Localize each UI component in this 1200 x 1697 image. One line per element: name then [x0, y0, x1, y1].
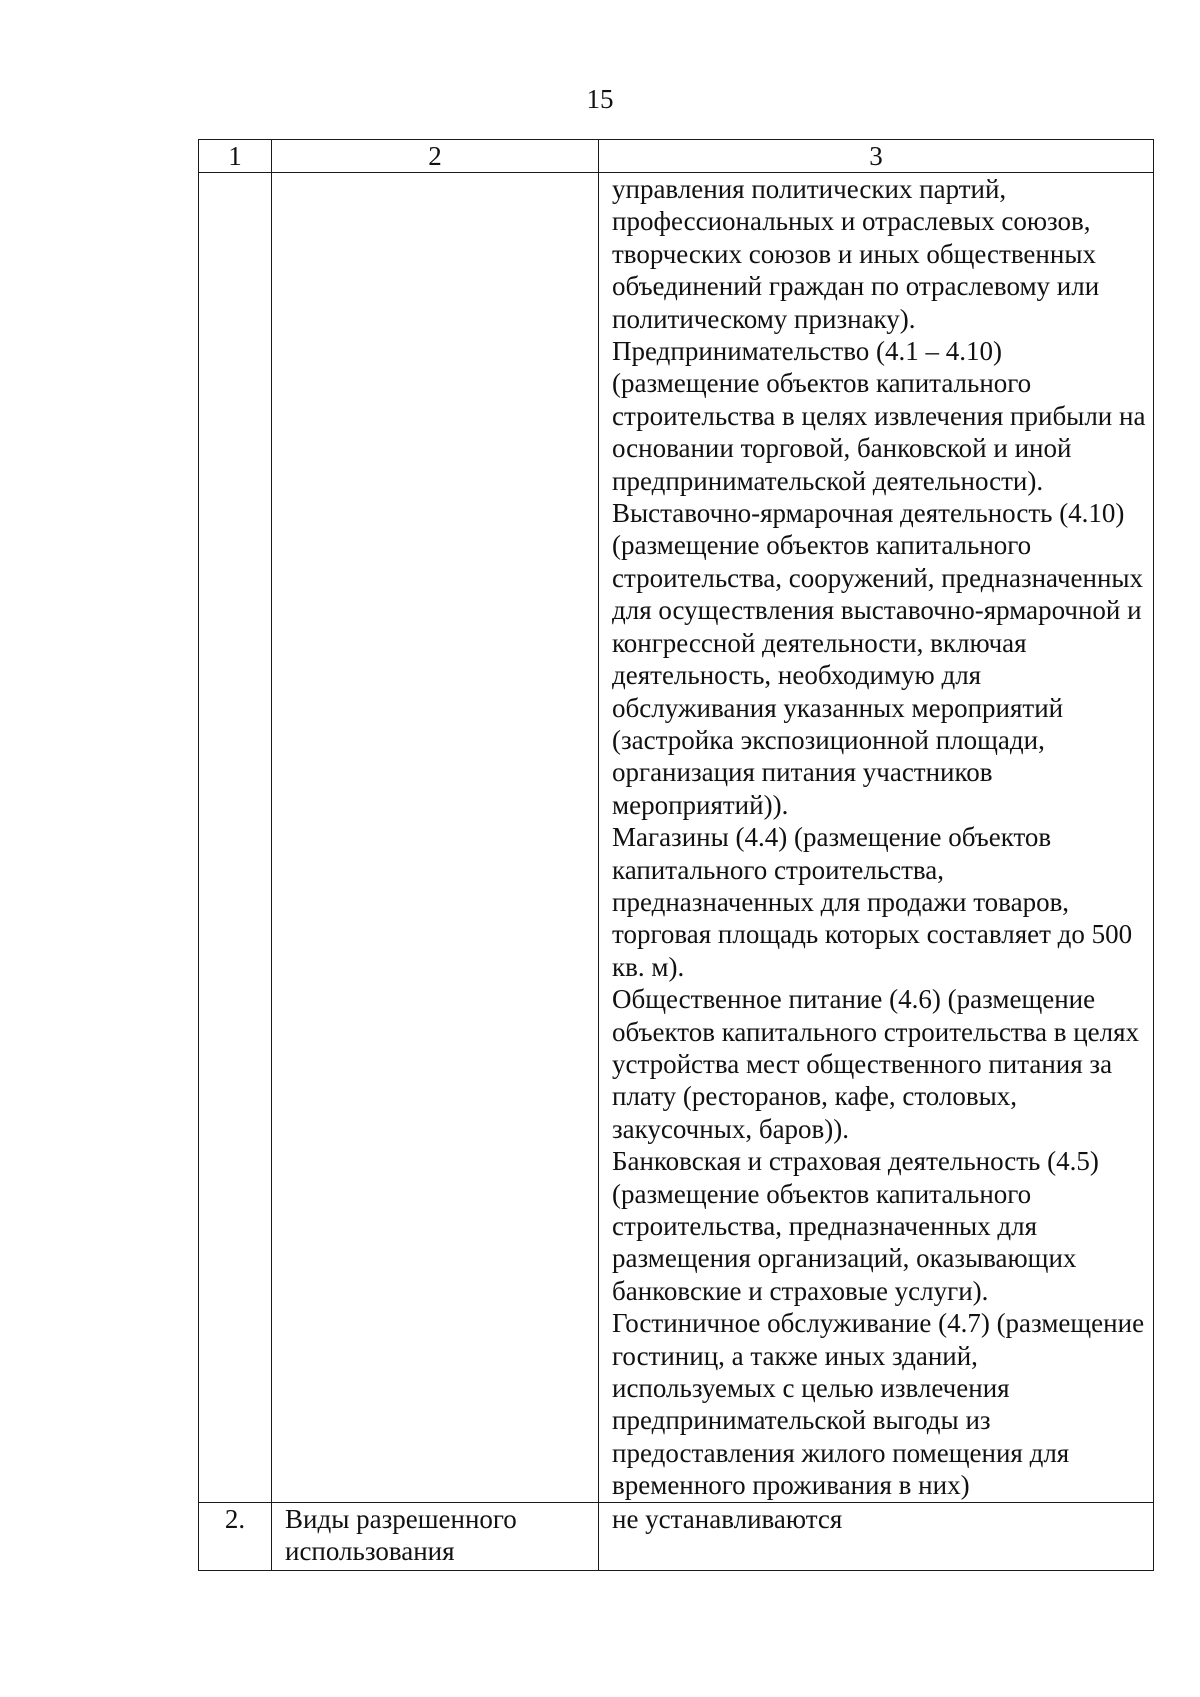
- column-header-1: 1: [199, 140, 272, 173]
- regulations-table: [198, 139, 1154, 1571]
- row-name-cell: Виды разрешенного использования: [272, 1502, 599, 1571]
- column-header-2: 2: [272, 140, 599, 173]
- table-header-row: [199, 140, 1154, 173]
- description-paragraph: Предпринимательство (4.1 – 4.10) (размещение объектов капитального строительства в целях извлечения прибыли на основании торговой, банковской и иной предпринимательской деятельности).: [612, 336, 1146, 496]
- row-name-cell: [272, 173, 599, 1503]
- column-header-3: 3: [599, 140, 1154, 173]
- description-paragraph: управления политических партий, профессиональных и отраслевых союзов, творческих союзов и иных общественных объединений граждан по отраслевому или политическому признаку).: [612, 174, 1100, 334]
- description-paragraph: Магазины (4.4) (размещение объектов капитального строительства, предназначенных для продажи товаров, торговая площадь которых составляет до 500 кв. м).: [612, 822, 1133, 982]
- row-number-cell: 2.: [199, 1502, 272, 1571]
- description-paragraph: Банковская и страховая деятельность (4.5) (размещение объектов капитального строительства, предназначенных для размещения организаций, оказывающих банковские и страховые услуги).: [612, 1146, 1099, 1306]
- row-description-cell: [599, 173, 1154, 1503]
- description-paragraph: Общественное питание (4.6) (размещение объектов капитального строительства в целях устройства мест общественного питания за плату (ресторанов, кафе, столовых, закусочных, баров)).: [612, 984, 1140, 1144]
- description-paragraph: Гостиничное обслуживание (4.7) (размещение гостиниц, а также иных зданий, используемых с целью извлечения предпринимательской выгоды из предоставления жилого помещения для временного проживания в них): [612, 1308, 1145, 1501]
- table-row: [199, 1502, 1154, 1571]
- page-number: 15: [586, 84, 614, 114]
- table-row: [199, 173, 1154, 1503]
- row-number-cell: [199, 173, 272, 1503]
- row-description-cell: [599, 1502, 1154, 1571]
- description-paragraph: не устанавливаются: [612, 1503, 843, 1534]
- description-paragraph: Выставочно-ярмарочная деятельность (4.10) (размещение объектов капитального строительства, сооружений, предназначенных для осуществления выставочно-ярмарочной и конгрессной деятельности, включая деятельность, необходимую для обслуживания указанных мероприятий (застройка экспозиционной площади, организация питания участников мероприятий)).: [612, 498, 1144, 820]
